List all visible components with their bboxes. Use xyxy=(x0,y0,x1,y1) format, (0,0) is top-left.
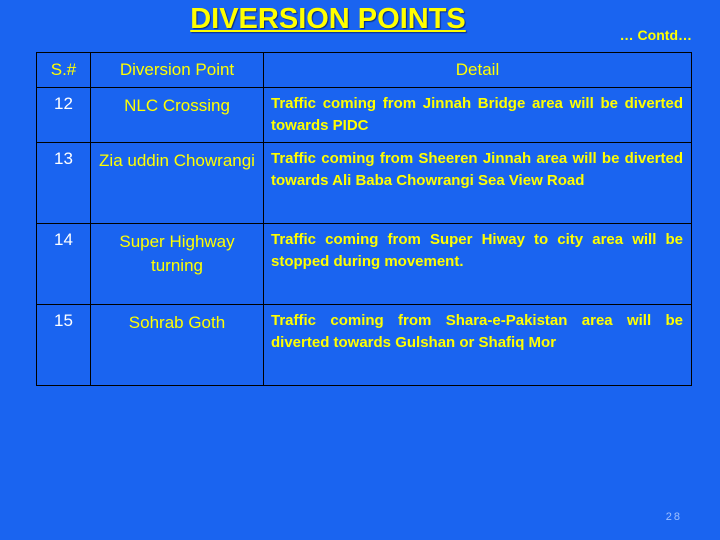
row-diversion-point: Super Highway turning xyxy=(91,224,264,305)
table-row xyxy=(37,88,692,143)
row-diversion-point: Sohrab Goth xyxy=(91,305,264,386)
row-detail: Traffic coming from Jinnah Bridge area will be diverted towards PIDC xyxy=(264,88,692,143)
header-diversion-point: Diversion Point xyxy=(91,53,264,88)
row-detail: Traffic coming from Super Hiway to city area will be stopped during movement. xyxy=(264,224,692,305)
row-serial-number: 14 xyxy=(37,224,91,305)
slide-title: DIVERSION POINTS xyxy=(190,3,466,35)
table-row xyxy=(37,143,692,224)
diversion-points-table xyxy=(36,52,692,386)
row-detail: Traffic coming from Shara-e-Pakistan area will be diverted towards Gulshan or Shafiq Mor xyxy=(264,305,692,386)
header-detail: Detail xyxy=(264,53,692,88)
table-row xyxy=(37,305,692,386)
row-diversion-point: NLC Crossing xyxy=(91,88,264,143)
page-number: 28 xyxy=(665,511,682,523)
row-serial-number: 12 xyxy=(37,88,91,143)
row-serial-number: 15 xyxy=(37,305,91,386)
continued-label: … Contd… xyxy=(619,27,692,43)
table-row xyxy=(37,224,692,305)
row-detail: Traffic coming from Sheeren Jinnah area will be diverted towards Ali Baba Chowrangi Sea View Road xyxy=(264,143,692,224)
table-header-row xyxy=(37,53,692,88)
header-serial-number: S.# xyxy=(37,53,91,88)
row-serial-number: 13 xyxy=(37,143,91,224)
row-diversion-point: Zia uddin Chowrangi xyxy=(91,143,264,224)
